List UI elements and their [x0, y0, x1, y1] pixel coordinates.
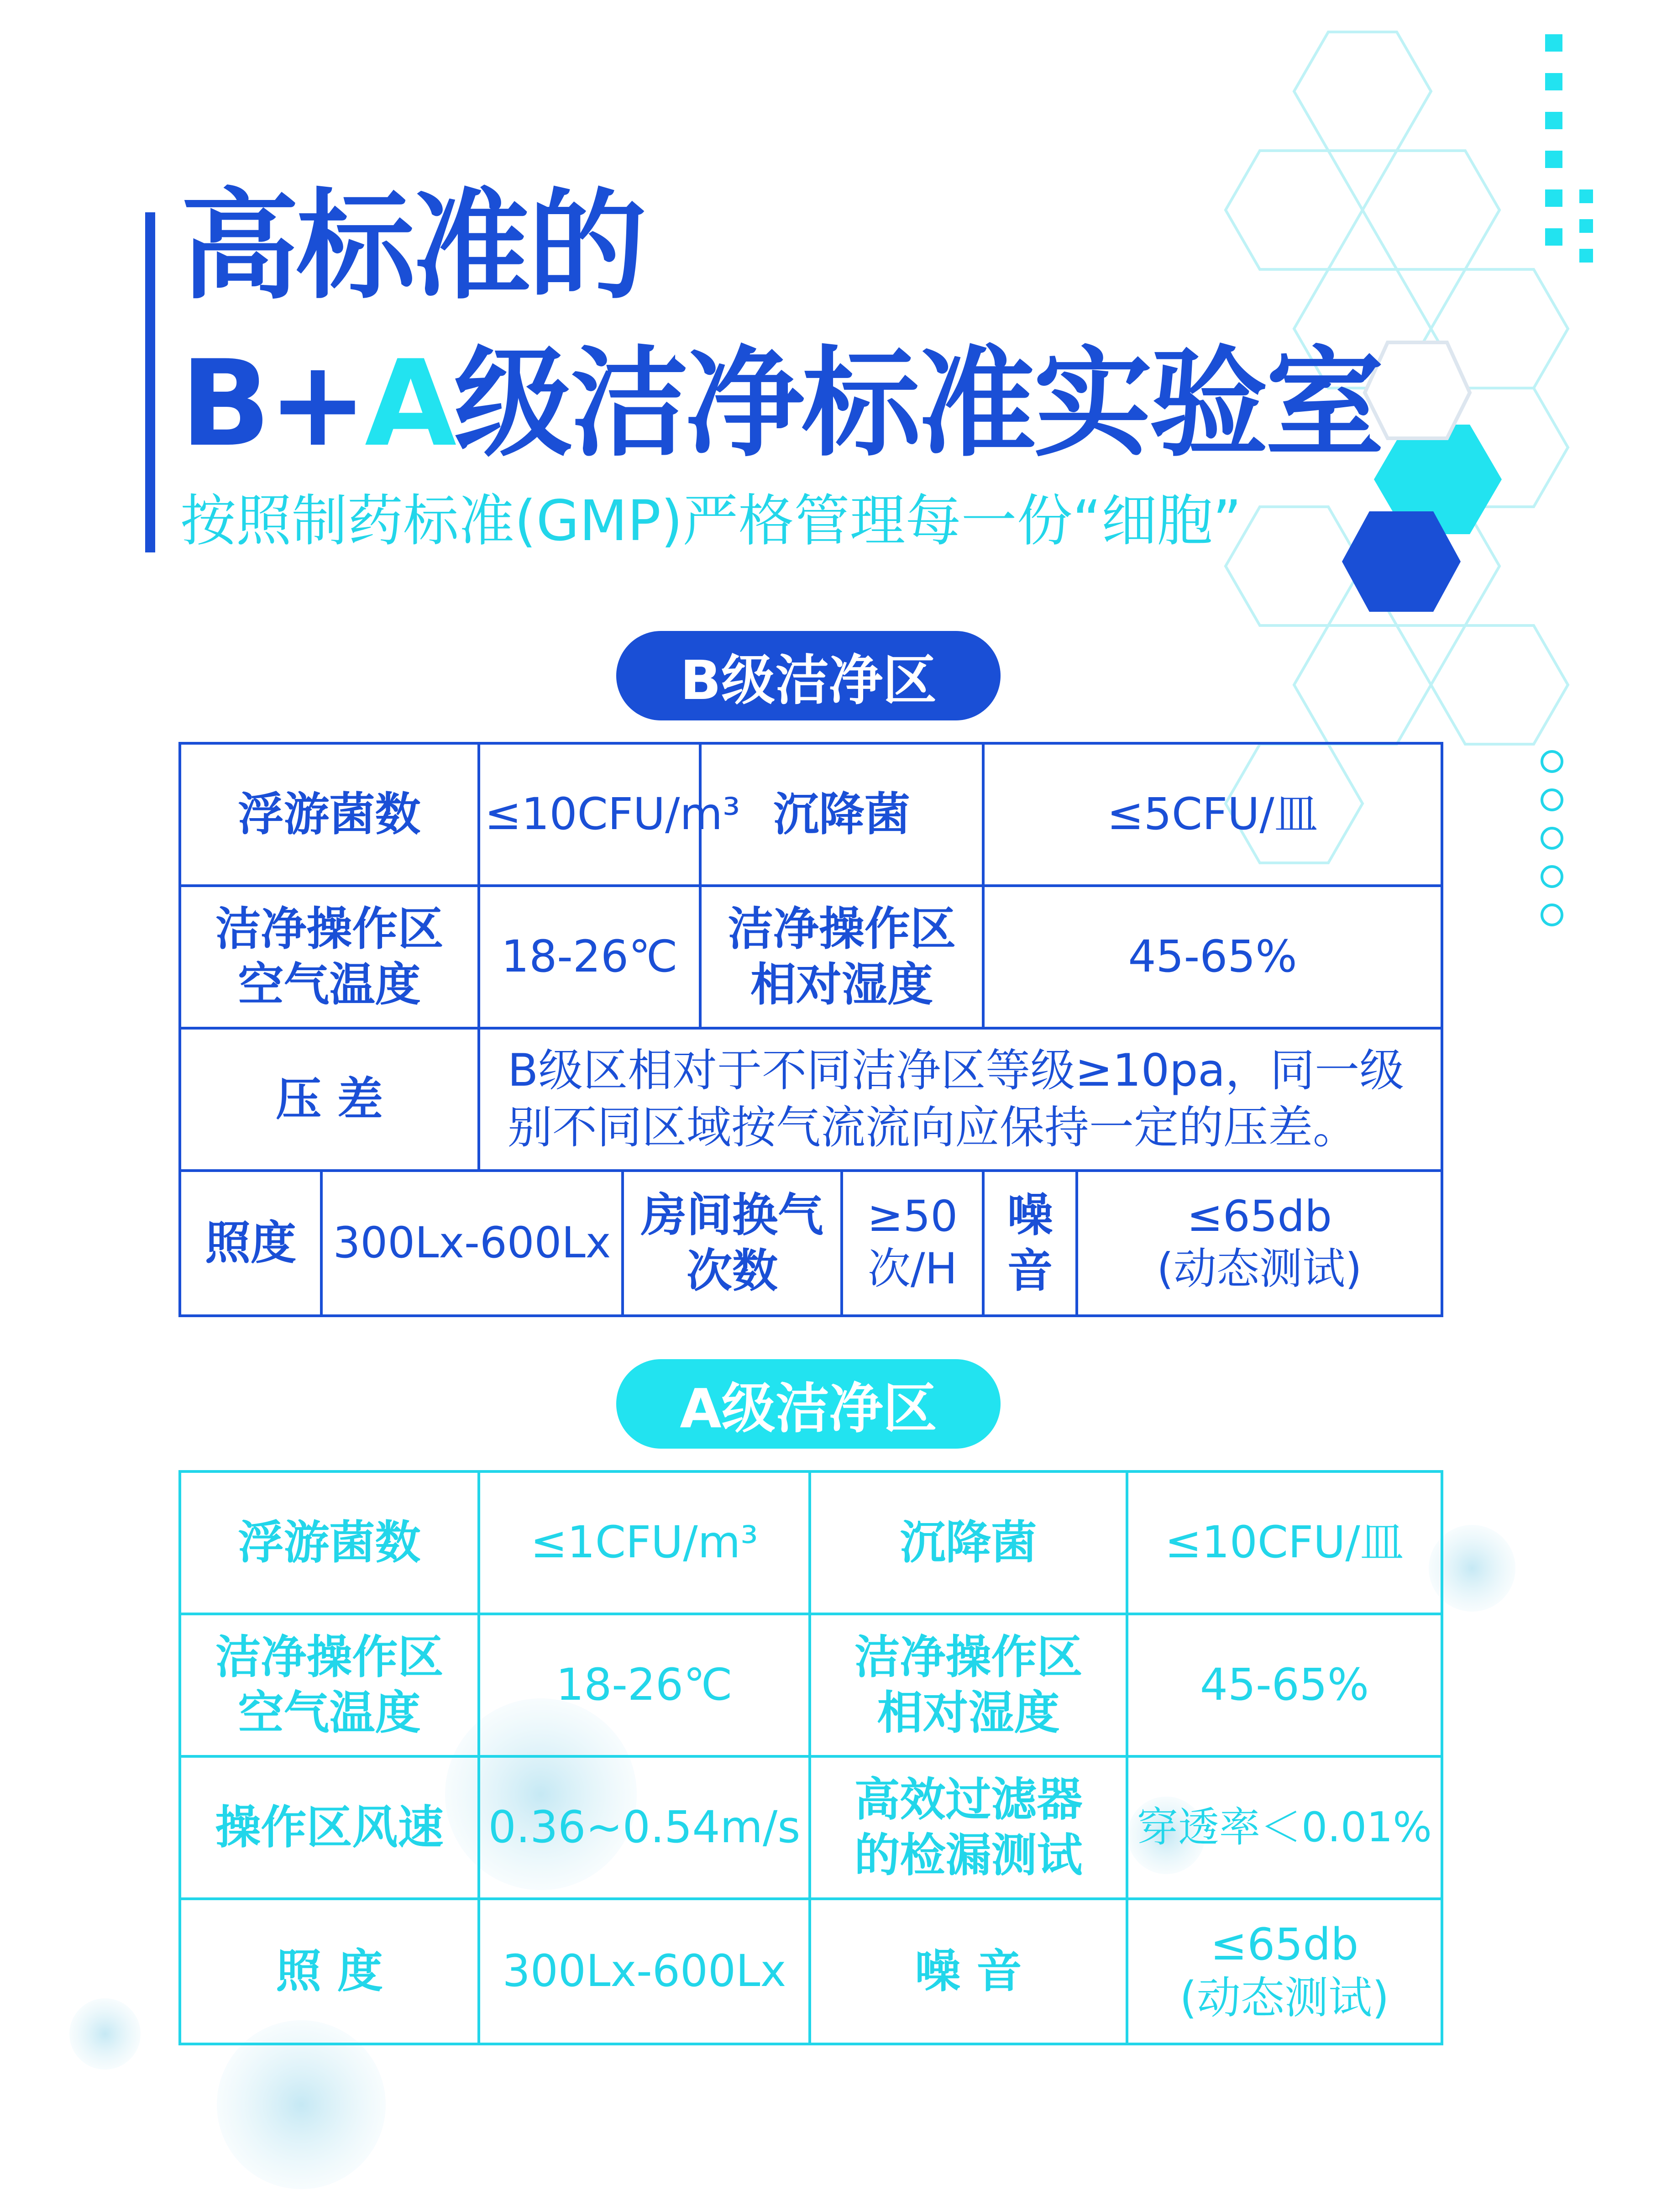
label-cell: 操作区风速 — [180, 1756, 479, 1899]
label-cell — [623, 1171, 842, 1316]
page-title-line2 — [180, 335, 1382, 473]
value-cell: ≤1CFU/m³ — [479, 1471, 810, 1614]
table-row — [180, 886, 1442, 1028]
label-line: 空气温度 — [238, 958, 421, 1011]
value-line: (动态测试) — [1157, 1244, 1362, 1294]
a-section-pill: A级洁净区 — [616, 1359, 1001, 1449]
table-row — [180, 1614, 1442, 1756]
value-line: ≤65db — [1187, 1192, 1332, 1242]
page-subtitle: 按照制药标准(GMP)严格管理每一份“细胞” — [180, 489, 1242, 553]
label-line: 洁净操作区 — [854, 1630, 1083, 1684]
label-cell: 浮游菌数 — [180, 743, 479, 886]
label-line: 房间换气 — [641, 1188, 823, 1242]
value-cell: 穿透率＜0.01% — [1127, 1756, 1442, 1899]
table-row — [180, 1171, 1442, 1316]
label-cell: 浮游菌数 — [180, 1471, 479, 1614]
label-line: 高效过滤器 — [854, 1773, 1083, 1826]
table-row — [180, 1471, 1442, 1614]
value-cell: 300Lx-600Lx — [479, 1899, 810, 2044]
value-cell: 18-26℃ — [479, 1614, 810, 1756]
table-row — [180, 1756, 1442, 1899]
b-section-pill: B级洁净区 — [616, 631, 1001, 720]
title-prefix: B+ — [180, 335, 365, 473]
value-cell: ≤10CFU/m³ — [479, 743, 700, 886]
value-cell — [1077, 1171, 1442, 1316]
value-cell: ≤10CFU/皿 — [1127, 1471, 1442, 1614]
dot-column — [1545, 34, 1593, 263]
title-accent-letter: A — [365, 335, 454, 473]
title-accent-bar — [145, 212, 155, 552]
label-cell: 压 差 — [180, 1028, 479, 1171]
value-cell: ≥50次/H — [842, 1171, 983, 1316]
label-cell: 噪音 — [983, 1171, 1077, 1316]
label-cell — [810, 1614, 1127, 1756]
label-cell — [700, 886, 983, 1028]
value-cell: 0.36~0.54m/s — [479, 1756, 810, 1899]
label-cell: 沉降菌 — [810, 1471, 1127, 1614]
label-line: 的检漏测试 — [854, 1828, 1083, 1882]
label-cell: 沉降菌 — [700, 743, 983, 886]
value-cell: 300Lx-600Lx — [321, 1171, 623, 1316]
label-cell: 噪 音 — [810, 1899, 1127, 2044]
title-rest: 级洁净标准实验室 — [454, 335, 1382, 473]
table-row — [180, 743, 1442, 886]
table-row — [180, 1028, 1442, 1171]
table-row — [180, 1899, 1442, 2044]
label-line: 次数 — [687, 1244, 778, 1298]
label-line: 相对湿度 — [750, 958, 933, 1011]
value-cell: 45-65% — [983, 886, 1442, 1028]
label-cell: 照 度 — [180, 1899, 479, 2044]
label-line: 空气温度 — [238, 1686, 421, 1739]
label-line: 相对湿度 — [877, 1686, 1060, 1739]
text-line: 别不同区域按气流流向应保持一定的压差。 — [508, 1102, 1358, 1154]
value-cell: 45-65% — [1127, 1614, 1442, 1756]
page-title-line1: 高标准的 — [180, 178, 644, 315]
value-cell: ≤5CFU/皿 — [983, 743, 1442, 886]
label-cell — [180, 1614, 479, 1756]
label-line: 洁净操作区 — [215, 902, 444, 956]
label-line: 洁净操作区 — [728, 902, 956, 956]
label-cell: 照度 — [180, 1171, 321, 1316]
a-grade-table — [178, 1470, 1443, 2045]
label-cell — [180, 886, 479, 1028]
value-line: (动态测试) — [1179, 1972, 1389, 2023]
label-line: 洁净操作区 — [215, 1630, 444, 1684]
value-cell — [479, 1028, 1442, 1171]
text-line: B级区相对于不同洁净区等级≥10pa，同一级 — [508, 1044, 1405, 1097]
circle-column — [1542, 751, 1562, 925]
value-cell — [1127, 1899, 1442, 2044]
b-grade-table — [178, 742, 1443, 1317]
value-line: ≤65db — [1210, 1918, 1359, 1970]
label-cell — [810, 1756, 1127, 1899]
value-cell: 18-26℃ — [479, 886, 700, 1028]
